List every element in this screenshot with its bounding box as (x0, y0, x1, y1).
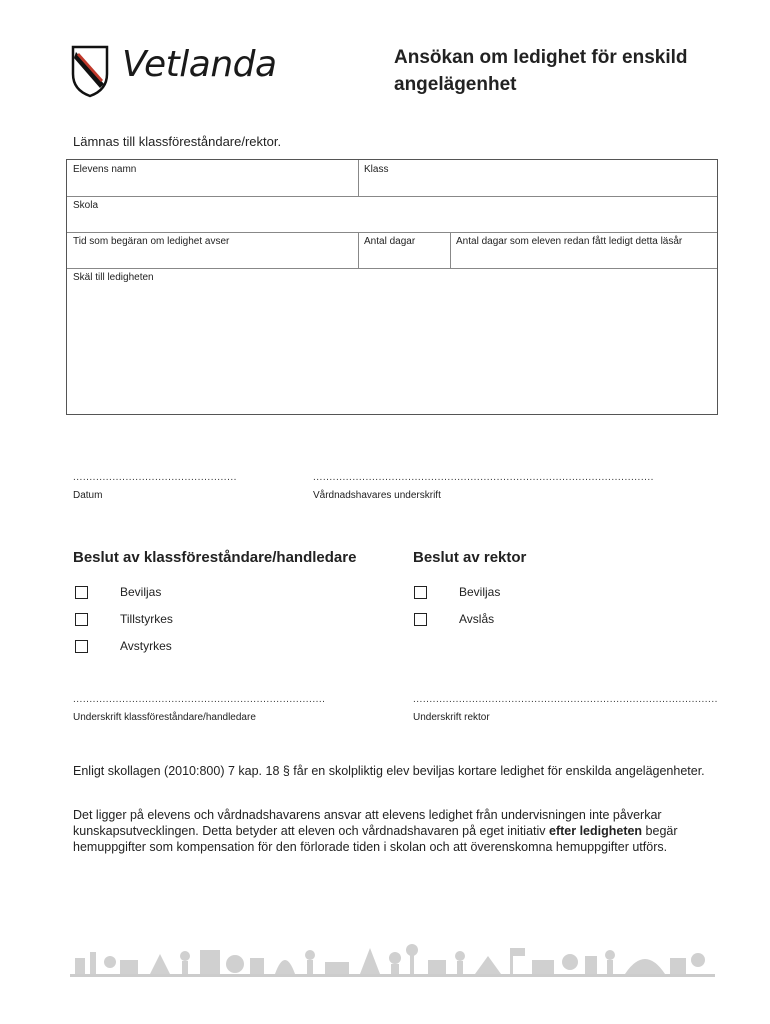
tid-field[interactable] (67, 232, 358, 268)
checkbox[interactable] (414, 613, 427, 626)
submit-to-text: Lämnas till klassföreståndare/rektor. (73, 134, 282, 149)
skola-field[interactable] (67, 196, 718, 232)
field-label: Elevens namn (73, 164, 137, 175)
field-label: Klass (364, 164, 389, 175)
field-label: Antal dagar som eleven redan fått ledigt detta läsår (456, 236, 683, 247)
principal-decision-heading: Beslut av rektor (413, 549, 527, 566)
checkbox[interactable] (75, 586, 88, 599)
application-form-table (66, 159, 718, 415)
elevens-namn-field[interactable] (67, 160, 358, 196)
principal-option-beviljas[interactable] (414, 585, 500, 599)
document-title: Ansökan om ledighet för enskild angelägenhet (394, 47, 688, 95)
coat-of-arms-icon (70, 44, 110, 98)
logo-text: Vetlanda (122, 44, 277, 85)
principal-option-avslas[interactable] (414, 612, 494, 626)
klass-field[interactable] (358, 160, 718, 196)
footer-illustration (70, 940, 715, 980)
antal-dagar-redan-field[interactable] (450, 232, 718, 268)
teacher-option-beviljas[interactable] (75, 585, 161, 599)
teacher-signature-line[interactable]: ............................................................................. (73, 694, 326, 705)
teacher-decision-heading: Beslut av klassföreståndare/handledare (73, 549, 357, 566)
option-label: Beviljas (120, 585, 162, 599)
principal-signature-label: Underskrift rektor (413, 712, 490, 723)
responsibility-text-2: begär hemuppgifter som kompensation för den förlorade tiden i skolan och att överenskomna hemuppgifter utförs. (73, 824, 678, 854)
antal-dagar-field[interactable] (358, 232, 450, 268)
vardnadshavare-signature-line[interactable]: ........................................................................................................ (313, 472, 654, 483)
skal-field[interactable] (67, 268, 718, 414)
checkbox[interactable] (75, 613, 88, 626)
checkbox[interactable] (414, 586, 427, 599)
field-label: Antal dagar (364, 236, 416, 247)
responsibility-paragraph (73, 807, 723, 855)
law-paragraph: Enligt skollagen (2010:800) 7 kap. 18 § får en skolpliktig elev beviljas kortare ledighet för enskilda angelägenheter. (73, 764, 705, 778)
option-label: Tillstyrkes (120, 612, 173, 626)
vetlanda-logo (70, 42, 277, 100)
teacher-option-avstyrkes[interactable] (75, 639, 172, 653)
field-label: Skola (73, 200, 99, 211)
datum-label: Datum (73, 490, 103, 501)
option-label: Beviljas (459, 585, 501, 599)
option-label: Avslås (459, 612, 495, 626)
principal-signature-line[interactable]: ............................................................................................. (413, 694, 718, 705)
responsibility-text-1: Det ligger på elevens och vårdnadshavarens ansvar att elevens ledighet från undervisningen inte påverkar kunskapsutvecklingen. Detta betyder att eleven och vårdnadshavaren på eget initiativ (73, 808, 662, 838)
option-label: Avstyrkes (120, 639, 172, 653)
responsibility-bold: efter ledigheten (549, 824, 643, 838)
teacher-option-tillstyrkes[interactable] (75, 612, 173, 626)
teacher-signature-label: Underskrift klassföreståndare/handledare (73, 712, 256, 723)
vardnadshavare-label: Vårdnadshavares underskrift (313, 490, 441, 501)
checkbox[interactable] (75, 640, 88, 653)
field-label: Skäl till ledigheten (73, 272, 154, 283)
datum-line[interactable]: .................................................. (73, 472, 237, 483)
field-label: Tid som begäran om ledighet avser (73, 236, 230, 247)
